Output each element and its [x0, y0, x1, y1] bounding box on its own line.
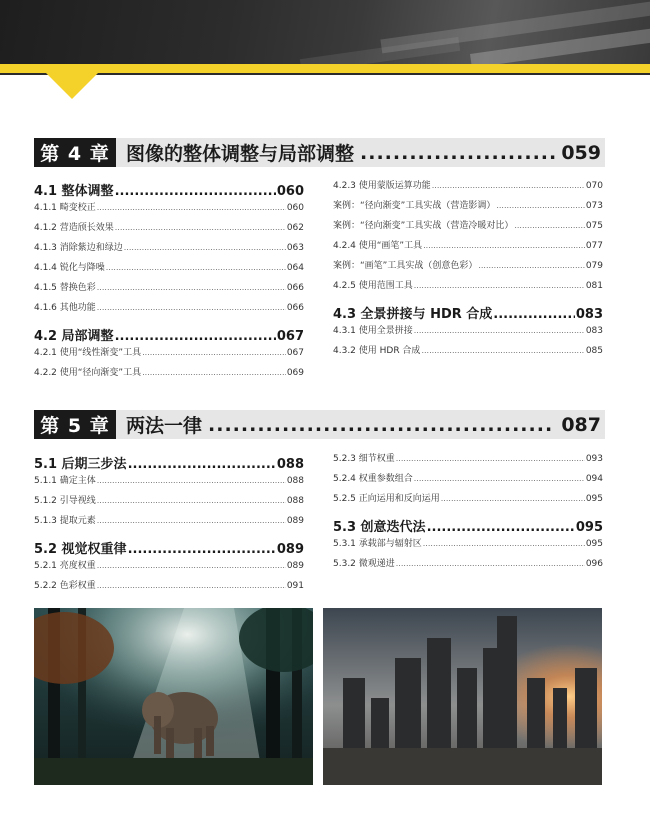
toc-entry-label: 5.3.2 微观递进 [333, 559, 395, 569]
toc-entry-label: 5.2.5 正向运用和反向运用 [333, 494, 440, 504]
header-yellow-bar [0, 64, 650, 73]
toc-entry-page: 095 [585, 539, 603, 549]
toc-entry-label: 5.1.3 提取元素 [34, 516, 96, 526]
chapter-number: 第 4 章 [34, 138, 116, 167]
toc-entry-page: 088 [286, 476, 304, 486]
toc-entry-page: 069 [286, 368, 304, 378]
toc-entry [34, 513, 304, 533]
toc-entry-label: 4.1.4 锐化与降噪 [34, 263, 105, 273]
toc-entry-page: 094 [585, 474, 603, 484]
toc-entry-page: 093 [585, 454, 603, 464]
toc-entry-label: 5.1.2 引导视线 [34, 496, 96, 506]
toc-entry [333, 491, 603, 511]
toc-entry [333, 258, 603, 278]
toc-entry-page: 095 [585, 494, 603, 504]
toc-entry [333, 198, 603, 218]
toc-entry [333, 323, 603, 343]
toc-entry-label: 5.3.1 承载部与辐射区 [333, 539, 422, 549]
chapter-5-header [34, 410, 605, 439]
toc-entry-page: 063 [286, 243, 304, 253]
toc-entry-page: 060 [276, 184, 304, 199]
toc-entry [34, 240, 304, 260]
toc-entry-page: 085 [585, 346, 603, 356]
toc-entry-label: 5.2.2 色彩权重 [34, 581, 96, 591]
toc-entry-label: 4.2 局部调整 [34, 329, 114, 344]
toc-entry [333, 556, 603, 576]
toc-entry [333, 238, 603, 258]
chapter-4-left-column [34, 180, 304, 385]
toc-entry [34, 558, 304, 578]
toc-entry-label: 案例：“画笔”工具实战（创意色彩） [333, 261, 478, 271]
chapter-page: 059 [561, 141, 601, 164]
toc-entry-label: 5.2.3 细节权重 [333, 454, 395, 464]
chapter-title: 两法一律 [126, 415, 203, 437]
toc-entry-label: 4.1.5 替换色彩 [34, 283, 96, 293]
toc-entry-page: 060 [286, 203, 304, 213]
toc-entry-label: 4.2.4 使用“画笔”工具 [333, 241, 423, 251]
toc-entry [34, 280, 304, 300]
toc-entry [333, 451, 603, 471]
toc-entry-page: 067 [276, 329, 304, 344]
toc-entry-page: 083 [585, 326, 603, 336]
ruined-city-photo [323, 608, 602, 785]
toc-entry-page: 066 [286, 303, 304, 313]
toc-entry-page: 089 [286, 516, 304, 526]
toc-entry-page: 091 [286, 581, 304, 591]
toc-entry-page: 066 [286, 283, 304, 293]
toc-entry-page: 095 [575, 520, 603, 535]
toc-entry-page: 070 [585, 181, 603, 191]
toc-entry-label: 4.1 整体调整 [34, 184, 114, 199]
toc-entry-label: 5.2.4 权重参数组合 [333, 474, 413, 484]
toc-entry-label: 5.1 后期三步法 [34, 457, 127, 472]
toc-section-heading [333, 303, 603, 323]
toc-entry-page: 062 [286, 223, 304, 233]
toc-entry-page: 081 [585, 281, 603, 291]
toc-section-heading [34, 180, 304, 200]
chapter-number: 第 5 章 [34, 410, 116, 439]
toc-entry [34, 300, 304, 320]
toc-entry-label: 5.1.1 确定主体 [34, 476, 96, 486]
toc-entry-page: 089 [286, 561, 304, 571]
toc-entry [34, 260, 304, 280]
toc-entry-label: 4.1.1 畸变校正 [34, 203, 96, 213]
toc-entry-label: 4.2.5 使用范围工具 [333, 281, 413, 291]
toc-entry-label: 4.3 全景拼接与 HDR 合成 [333, 307, 493, 322]
toc-entry-page: 083 [575, 307, 603, 322]
toc-entry-page: 073 [585, 201, 603, 211]
toc-entry-label: 4.2.1 使用“线性渐变”工具 [34, 348, 142, 358]
toc-entry-label: 4.1.2 营造颀长效果 [34, 223, 114, 233]
forest-elephant-photo [34, 608, 313, 785]
header-banner [0, 0, 650, 64]
toc-entry-label: 4.2.3 使用蒙版运算功能 [333, 181, 431, 191]
toc-entry-label: 案例：“径向渐变”工具实战（营造影调） [333, 201, 496, 211]
toc-section-heading [34, 325, 304, 345]
toc-entry [34, 365, 304, 385]
toc-entry [34, 345, 304, 365]
toc-entry [333, 278, 603, 298]
toc-entry-label: 4.2.2 使用“径向渐变”工具 [34, 368, 142, 378]
toc-entry-page: 079 [585, 261, 603, 271]
chapter-5-right-column [333, 451, 603, 576]
toc-entry [34, 473, 304, 493]
toc-entry [333, 536, 603, 556]
toc-entry-page: 088 [286, 496, 304, 506]
toc-entry [333, 471, 603, 491]
toc-entry-page: 067 [286, 348, 304, 358]
toc-entry-page: 088 [276, 457, 304, 472]
chapter-title: 图像的整体调整与局部调整 [126, 143, 355, 165]
toc-entry [34, 200, 304, 220]
toc-entry-label: 4.3.2 使用 HDR 合成 [333, 346, 421, 356]
toc-entry-page: 077 [585, 241, 603, 251]
toc-entry-page: 096 [585, 559, 603, 569]
toc-entry-page: 089 [276, 542, 304, 557]
toc-section-heading [34, 453, 304, 473]
toc-entry [333, 343, 603, 363]
toc-entry [34, 493, 304, 513]
toc-entry [333, 218, 603, 238]
toc-entry [333, 178, 603, 198]
chapter-4-right-column [333, 178, 603, 363]
header-notch [46, 73, 98, 99]
toc-entry [34, 220, 304, 240]
toc-section-heading [34, 538, 304, 558]
toc-entry-label: 4.1.6 其他功能 [34, 303, 96, 313]
toc-entry-label: 4.1.3 消除紫边和绿边 [34, 243, 123, 253]
toc-entry-page: 064 [286, 263, 304, 273]
toc-entry-label: 案例：“径向渐变”工具实战（营造冷暖对比） [333, 221, 514, 231]
toc-entry-label: 5.3 创意迭代法 [333, 520, 426, 535]
toc-entry-label: 4.3.1 使用全景拼接 [333, 326, 413, 336]
toc-entry-page: 075 [585, 221, 603, 231]
chapter-4-header [34, 138, 605, 167]
toc-entry-label: 5.2.1 亮度权重 [34, 561, 96, 571]
chapter-page: 087 [561, 413, 601, 436]
toc-entry [34, 578, 304, 598]
chapter-5-left-column [34, 453, 304, 598]
toc-entry-label: 5.2 视觉权重律 [34, 542, 127, 557]
toc-section-heading [333, 516, 603, 536]
